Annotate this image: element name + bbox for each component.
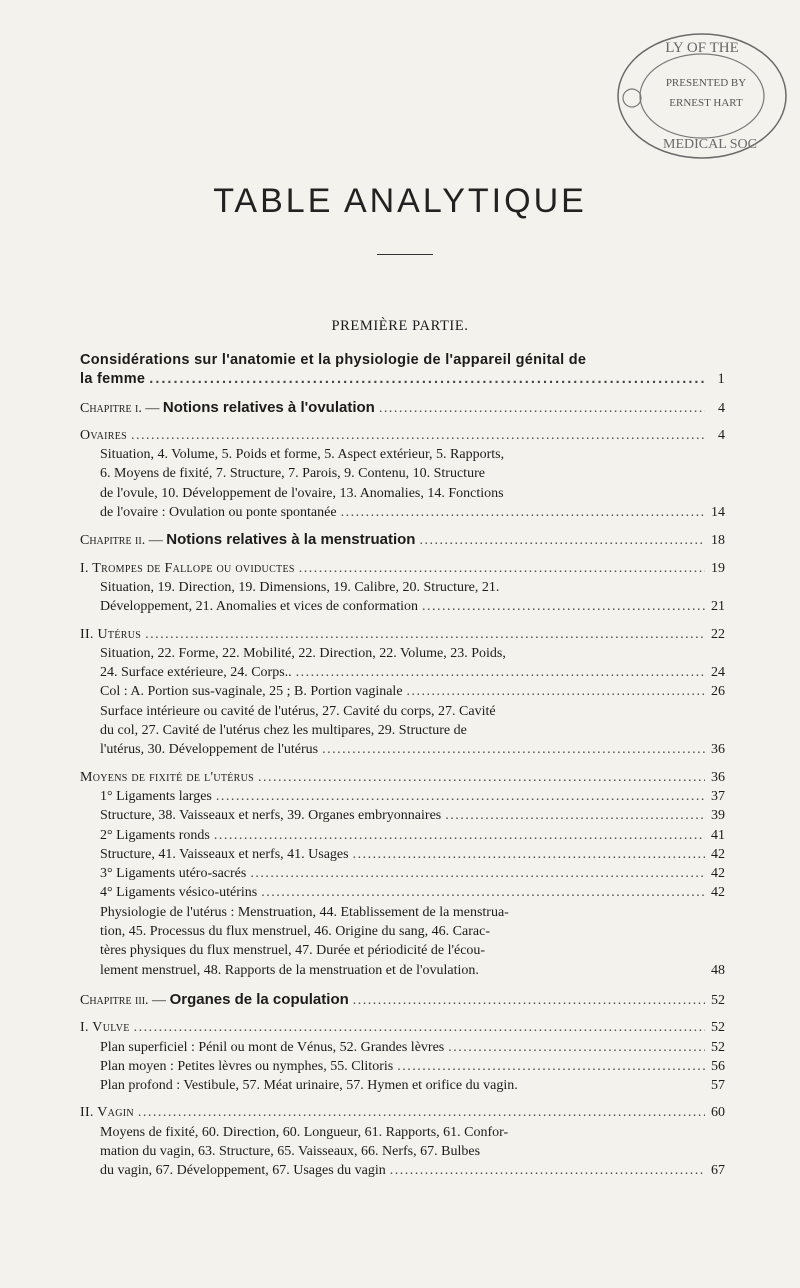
heading-line-2: la femme: [80, 371, 146, 388]
detail-line: Développement, 21. Anomalies et vices de conformation: [100, 599, 419, 615]
toc-entry-trompes: [80, 559, 725, 578]
part-title: PREMIÈRE PARTIE.: [331, 318, 469, 334]
detail-line: Situation, 19. Direction, 19. Dimensions, 19. Calibre, 20. Structure, 21.: [100, 579, 500, 595]
page-number: 36: [711, 769, 725, 785]
heading-line-1: Considérations sur l'anatomie et la physiologie de l'appareil génital de: [80, 352, 587, 368]
library-stamp: [610, 26, 790, 166]
page-number: 39: [711, 808, 725, 824]
page-title: TABLE ANALYTIQUE: [213, 182, 587, 220]
stamp-text-top: LY OF THE: [665, 40, 739, 56]
list-item: 3° Ligaments utéro-sacrés: [100, 866, 247, 882]
page-number: 52: [711, 1039, 725, 1055]
detail-line: de l'ovule, 10. Développement de l'ovaire, 13. Anomalies, 14. Fonctions: [100, 485, 504, 501]
page-number: 22: [711, 626, 725, 642]
page-number: 60: [711, 1105, 725, 1121]
moyens-details: [80, 787, 725, 980]
list-item: 1° Ligaments larges: [100, 788, 212, 804]
page-number: 52: [711, 1020, 725, 1036]
chapter-title: Notions relatives à l'ovulation: [162, 398, 375, 416]
stamp-text-low: ERNEST HART: [669, 97, 743, 109]
page-number: 14: [711, 505, 725, 521]
detail-line: l'utérus, 30. Développement de l'utérus: [100, 742, 319, 758]
list-item: Plan moyen : Petites lèvres ou nymphes, 55. Clitoris: [100, 1058, 394, 1074]
trompes-details: [80, 578, 725, 617]
page-number: 42: [711, 866, 725, 882]
chapter-label: Chapitre iii. —: [80, 992, 170, 1008]
toc-entry-vagin: [80, 1103, 725, 1122]
stamp-text-mid: PRESENTED BY: [665, 77, 747, 89]
list-item: Structure, 41. Vaisseaux et nerfs, 41. Usages: [100, 846, 349, 862]
page-number: 37: [711, 788, 725, 804]
page-number: 36: [711, 742, 725, 758]
chapter-label: Chapitre ii. —: [80, 533, 167, 549]
entry-label: Ovaires: [80, 427, 128, 443]
page-number: 24: [711, 665, 725, 681]
page-number: 1: [717, 371, 725, 388]
stamp-emblem-icon: [623, 89, 641, 107]
list-item: Structure, 38. Vaisseaux et nerfs, 39. Organes embryonnaires: [100, 808, 442, 824]
detail-line: 24. Surface extérieure, 24. Corps..: [100, 665, 292, 681]
vulve-details: [80, 1038, 725, 1096]
entry-label: I. Vulve: [80, 1020, 130, 1036]
detail-line: Moyens de fixité, 60. Direction, 60. Longueur, 61. Rapports, 61. Confor-: [100, 1124, 509, 1140]
detail-line: tères physiques du flux menstruel, 47. Durée et périodicité de l'écou-: [100, 943, 486, 959]
toc-entry-uterus: [80, 625, 725, 644]
ovaires-details: [80, 445, 725, 522]
uterus-details: [80, 644, 725, 760]
toc-entry-moyens-fixite: [80, 768, 725, 787]
toc-chapter-2: [80, 530, 725, 550]
list-item: 2° Ligaments ronds: [100, 827, 210, 843]
page-number: 48: [711, 962, 725, 978]
detail-line: tion, 45. Processus du flux menstruel, 46. Origine du sang, 46. Carac-: [100, 924, 490, 940]
page-number: 57: [711, 1078, 725, 1094]
detail-line: Col : A. Portion sus-vaginale, 25 ; B. Portion vaginale: [100, 684, 403, 700]
entry-label: Moyens de fixité de l'utérus: [80, 769, 255, 785]
toc-entry-vulve: [80, 1018, 725, 1037]
toc-chapter-3: [80, 990, 725, 1010]
list-item: 4° Ligaments vésico-utérins: [100, 885, 258, 901]
page-number: 52: [711, 992, 725, 1008]
detail-line: du vagin, 67. Développement, 67. Usages du vagin: [100, 1163, 386, 1179]
list-item: Plan superficiel : Pénil ou mont de Vénus, 52. Grandes lèvres: [100, 1039, 445, 1055]
detail-line: mation du vagin, 63. Structure, 65. Vaisseaux, 66. Nerfs, 67. Bulbes: [100, 1143, 481, 1159]
list-item: Plan profond : Vestibule, 57. Méat urinaire, 57. Hymen et orifice du vagin.: [100, 1078, 518, 1094]
page-number: 67: [711, 1163, 725, 1179]
page-number: 41: [711, 827, 725, 843]
page-number: 21: [711, 599, 725, 615]
detail-line: Situation, 4. Volume, 5. Poids et forme, 5. Aspect extérieur, 5. Rapports,: [100, 447, 505, 463]
table-of-contents: [80, 351, 725, 1181]
page-number: 4: [718, 427, 725, 443]
stamp-text-bottom: MEDICAL SOC: [663, 137, 757, 152]
page-number: 56: [711, 1058, 725, 1074]
toc-heading-considerations: [80, 351, 725, 390]
toc-chapter-1: [80, 398, 725, 418]
detail-line: lement menstruel, 48. Rapports de la menstruation et de l'ovulation.: [100, 962, 479, 978]
page-number: 42: [711, 885, 725, 901]
entry-label: II. Vagin: [80, 1105, 134, 1121]
toc-entry-ovaires: [80, 426, 725, 445]
detail-line: Physiologie de l'utérus : Menstruation, 44. Etablissement de la menstrua-: [100, 904, 509, 920]
title-divider: [377, 254, 433, 255]
entry-label: I. Trompes de Fallope ou oviductes: [80, 560, 295, 576]
detail-line: du col, 27. Cavité de l'utérus chez les multipares, 29. Structure de: [100, 723, 467, 739]
vagin-details: [80, 1123, 725, 1181]
page-number: 42: [711, 846, 725, 862]
page-number: 26: [711, 684, 725, 700]
detail-line: Situation, 22. Forme, 22. Mobilité, 22. Direction, 22. Volume, 23. Poids,: [100, 645, 506, 661]
detail-line: de l'ovaire : Ovulation ou ponte spontanée: [100, 505, 337, 521]
chapter-title: Organes de la copulation: [169, 990, 349, 1008]
detail-line: Surface intérieure ou cavité de l'utérus, 27. Cavité du corps, 27. Cavité: [100, 703, 496, 719]
entry-label: II. Utérus: [80, 626, 142, 642]
chapter-title: Notions relatives à la menstruation: [166, 531, 416, 549]
chapter-label: Chapitre i. —: [80, 400, 163, 416]
page-number: 18: [711, 533, 725, 549]
detail-line: 6. Moyens de fixité, 7. Structure, 7. Parois, 9. Contenu, 10. Structure: [100, 466, 485, 482]
page-number: 19: [711, 560, 725, 576]
page-number: 4: [718, 400, 725, 416]
